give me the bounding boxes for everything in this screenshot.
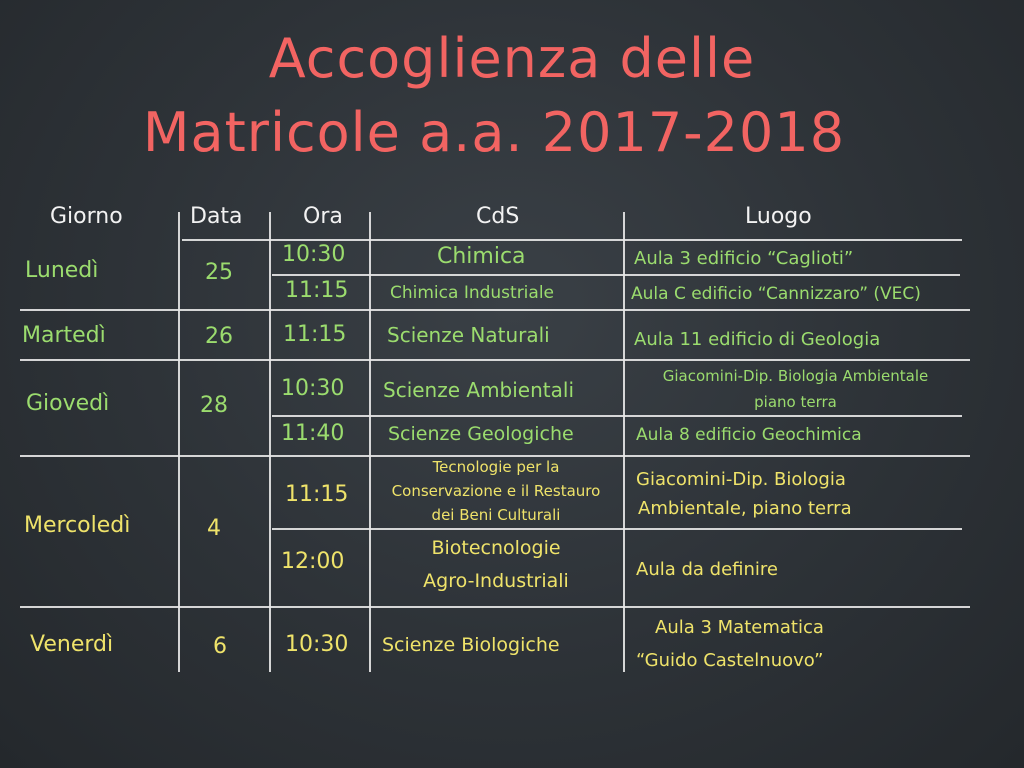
cds-cell: Scienze Ambientali (383, 378, 574, 402)
date-venerdi: 6 (213, 634, 227, 659)
luogo-cell: Aula 8 edificio Geochimica (636, 425, 862, 445)
day-giovedi: Giovedì (26, 391, 110, 416)
row-rule (272, 415, 962, 417)
luogo-cell: Aula da definire (636, 559, 778, 580)
luogo-cell: Aula C edificio “Cannizzaro” (VEC) (631, 284, 921, 304)
date-mercoledi: 4 (207, 516, 221, 541)
cds-cell: Chimica (437, 244, 526, 269)
time-cell: 10:30 (282, 242, 346, 267)
date-giovedi: 28 (200, 393, 228, 418)
time-cell: 11:15 (285, 482, 349, 507)
column-divider (623, 212, 625, 672)
column-divider (178, 212, 180, 672)
time-cell: 10:30 (281, 376, 345, 401)
date-lunedi: 25 (205, 260, 233, 285)
luogo-cell: Aula 3 edificio “Caglioti” (634, 248, 854, 269)
time-cell: 11:40 (281, 421, 345, 446)
header-cds: CdS (476, 204, 520, 229)
row-rule (20, 606, 970, 608)
day-mercoledi: Mercoledì (24, 513, 131, 538)
cds-cell: Biotecnologie (431, 537, 561, 559)
time-cell: 11:15 (285, 278, 349, 303)
header-giorno: Giorno (50, 204, 123, 229)
title-line-1: Accoglienza delle (268, 27, 756, 90)
row-rule (272, 274, 960, 276)
cds-cell: Scienze Naturali (387, 323, 550, 347)
row-rule (20, 455, 970, 457)
time-cell: 10:30 (285, 632, 349, 657)
row-rule (20, 309, 970, 311)
day-martedi: Martedì (22, 323, 106, 348)
luogo-cell: Giacomini-Dip. Biologia Ambientale (662, 367, 929, 385)
cds-cell: dei Beni Culturali (431, 506, 561, 524)
cds-cell: Scienze Biologiche (382, 634, 560, 656)
column-divider (369, 212, 371, 672)
cds-cell: Tecnologie per la (432, 458, 560, 476)
cds-cell: Agro-Industriali (423, 570, 569, 592)
luogo-cell: Aula 3 Matematica (655, 617, 824, 638)
luogo-cell: Ambientale, piano terra (638, 498, 852, 519)
cds-cell: Chimica Industriale (390, 283, 555, 303)
time-cell: 11:15 (283, 322, 347, 347)
header-data: Data (190, 204, 243, 229)
luogo-cell: Aula 11 edificio di Geologia (634, 329, 881, 350)
header-rule (182, 239, 962, 241)
time-cell: 12:00 (281, 549, 345, 574)
cds-cell: Conservazione e il Restauro (391, 482, 601, 500)
luogo-cell: “Guido Castelnuovo” (636, 650, 824, 671)
row-rule (20, 359, 970, 361)
title-line-2: Matricole a.a. 2017-2018 (142, 101, 846, 164)
row-rule (272, 528, 962, 530)
date-martedi: 26 (205, 324, 233, 349)
day-lunedi: Lunedì (25, 258, 99, 283)
column-divider (269, 212, 271, 672)
cds-cell: Scienze Geologiche (388, 423, 574, 445)
day-venerdi: Venerdì (30, 632, 114, 657)
luogo-cell: Giacomini-Dip. Biologia (636, 469, 846, 490)
luogo-cell: piano terra (754, 393, 837, 411)
header-ora: Ora (303, 204, 343, 229)
header-luogo: Luogo (745, 204, 812, 229)
